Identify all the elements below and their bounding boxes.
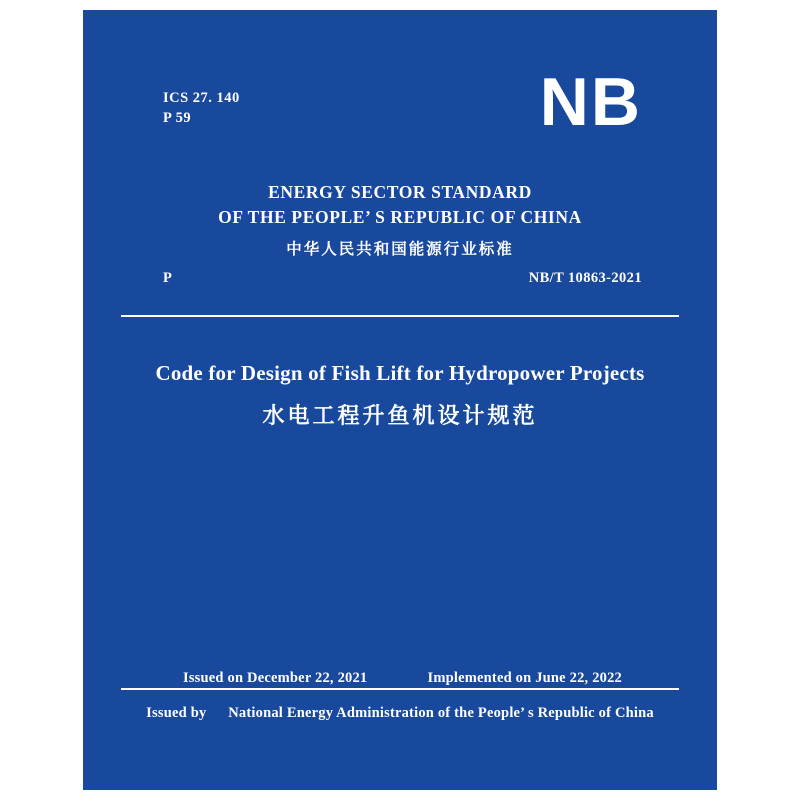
classification-codes [163, 88, 240, 128]
title-english: Code for Design of Fish Lift for Hydropower Projects [155, 361, 645, 385]
date-line [183, 670, 622, 687]
standard-header-chinese: 中华人民共和国能源行业标准 [286, 240, 514, 258]
standard-cover [83, 10, 717, 790]
title-chinese: 水电工程升鱼机设计规范 [262, 404, 538, 429]
standard-number: NB/T 10863-2021 [528, 270, 642, 286]
issuer-name: National Energy Administration of the People’ s Republic of China [228, 705, 654, 721]
divider-top [121, 315, 679, 317]
issuer-line [83, 705, 717, 722]
document-title-block [83, 358, 717, 434]
classification-letter: P [163, 270, 173, 286]
classification-number: P 59 [163, 110, 192, 126]
standard-code-line [163, 270, 642, 287]
nb-logo: NB [539, 64, 642, 140]
standard-header-line1: ENERGY SECTOR STANDARD [268, 182, 532, 202]
issue-date: Issued on December 22, 2021 [183, 670, 368, 686]
divider-bottom [121, 688, 679, 690]
standard-header [83, 180, 717, 264]
ics-number: ICS 27. 140 [163, 90, 240, 106]
issuer-label: Issued by [146, 705, 207, 721]
implementation-date: Implemented on June 22, 2022 [427, 670, 622, 686]
standard-header-line2: OF THE PEOPLE’ S REPUBLIC OF CHINA [218, 207, 582, 227]
